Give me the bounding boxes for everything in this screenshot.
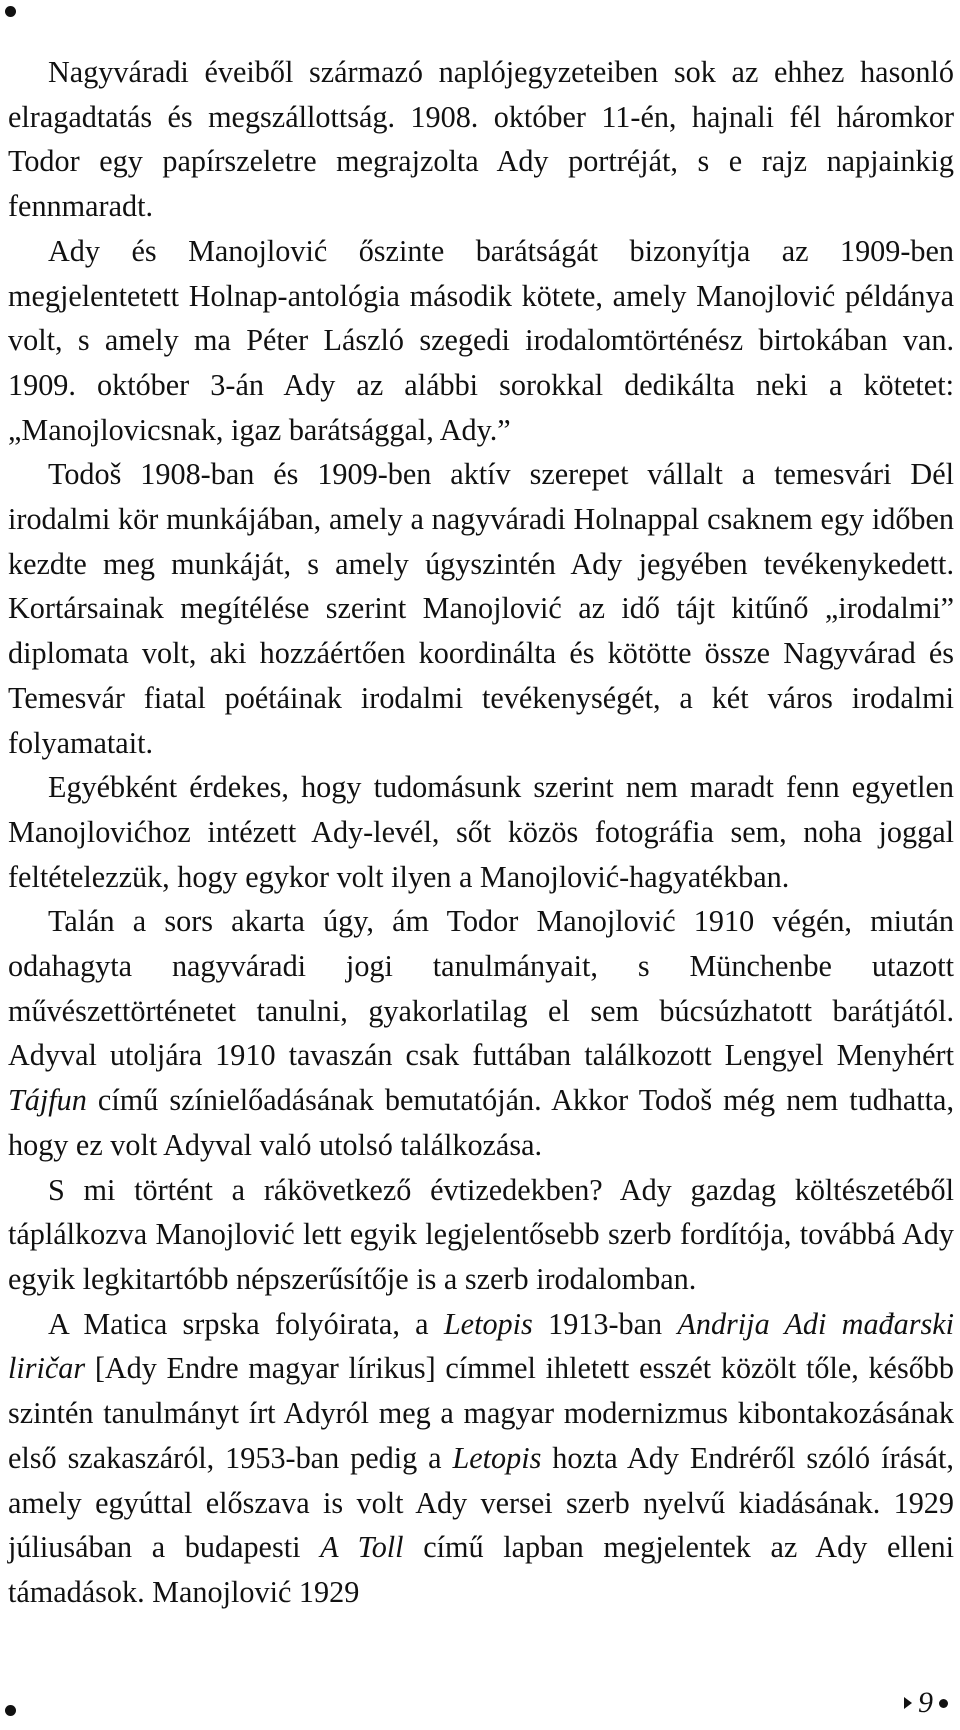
body-text xyxy=(8,50,954,1615)
paragraph-5 xyxy=(8,899,954,1167)
page-folio xyxy=(904,1683,948,1723)
corner-bullet-top xyxy=(5,6,16,17)
p7-part-4: hozta Ady Endréről szóló írását, amely egyúttal előszava is volt Ady versei szerb nyelvű kiadásának. 1929 júliusában a budapesti xyxy=(8,1440,954,1565)
title-letopis-2: Letopis xyxy=(452,1440,542,1475)
paragraph-3: Todoš 1908-ban és 1909-ben aktív szerepet vállalt a temesvári Dél irodalmi kör munkájában, amely a nagyváradi Holnappal csaknem egy időben kezdte meg munkáját, s amely úgyszintén Ady jegyében tevékenykedett. Kortársainak megítélése szerint Manojlović az idő tájt kitűnő „irodalmi” diplomata volt, aki hozzáértően koordinálta és kötötte össze Nagyvárad és Temesvár fiatal poétáinak irodalmi tevékenységét, a két város irodalmi folyamatait. xyxy=(8,457,954,760)
title-andrija-adi: Andrija Adi mađarski liričar xyxy=(8,1306,955,1386)
paragraph-4: Egyébként érdekes, hogy tudomásunk szerint nem maradt fenn egyetlen Manojlovićhoz intézett Ady-levél, sőt közös fotográfia sem, noha joggal feltételezzük, hogy egykor volt ilyen a Manojlović-hagyatékban. xyxy=(8,770,954,894)
paragraph-5-text: Talán a sors akarta úgy, ám Todor Manojlović 1910 végén, miután odahagyta nagyváradi jogi tanulmányait, s Münchenbe utazott művészettörténetet tanulni, gyakorlatilag el sem búcsúzhatott barátjától. Adyval utoljára 1910 tavaszán csak futtában találkozott Lengyel Menyhért xyxy=(8,904,954,1073)
p7-part-2: 1913-ban xyxy=(532,1306,678,1341)
title-letopis-1: Letopis xyxy=(443,1306,533,1341)
paragraph-2: Ady és Manojlović őszinte barátságát bizonyítja az 1909-ben megjelentetett Holnap-antológia második kötete, amely Manojlović példánya volt, s amely ma Péter László szegedi irodalomtörténész birtokában van. 1909. október 3-án Ady az alábbi sorokkal dedikálta neki a kötetet: „Manojlovicsnak, igaz barátsággal, Ady.” xyxy=(8,233,954,447)
paragraph-1: Nagyváradi éveiből származó naplójegyzeteiben sok az ehhez hasonló elragadtatás és megszállottság. 1908. október 11-én, hajnali fél háromkor Todor egy papírszeletre megrajzolta Ady portréját, s e rajz napjainkig fennmaradt. xyxy=(8,55,954,224)
page-number: 9 xyxy=(918,1686,933,1719)
title-a-toll: A Toll xyxy=(320,1530,404,1565)
paragraph-5-after: című színielőadásának bemutatóján. Akkor Todoš még nem tudhatta, hogy ez volt Adyval való utolsó találkozása. xyxy=(8,1083,954,1162)
title-tajfun: Tájfun xyxy=(8,1083,87,1118)
p7-part-3: [Ady Endre magyar lírikus] címmel ihletett esszét közölt tőle, később szintén tanulmányt írt Adyról meg a magyar modernizmus kibontakozásának első szakaszáról, 1953-ban pedig a xyxy=(8,1351,954,1475)
paragraph-7 xyxy=(8,1302,954,1615)
arrow-right-icon xyxy=(904,1697,912,1709)
dot-icon xyxy=(939,1699,948,1708)
paragraph-6: S mi történt a rákövetkező évtizedekben? Ady gazdag költészetéből táplálkozva Manojlović lett egyik legjelentősebb szerb fordítója, továbbá Ady egyik legkitartóbb népszerűsítője is a szerb irodalomban. xyxy=(8,1172,954,1296)
p7-part-5: című lapban megjelentek az Ady elleni támadások. Manojlović 1929 xyxy=(8,1530,955,1609)
p7-part-1: A Matica srpska folyóirata, a xyxy=(48,1306,444,1341)
corner-bullet-bottom xyxy=(5,1705,16,1716)
